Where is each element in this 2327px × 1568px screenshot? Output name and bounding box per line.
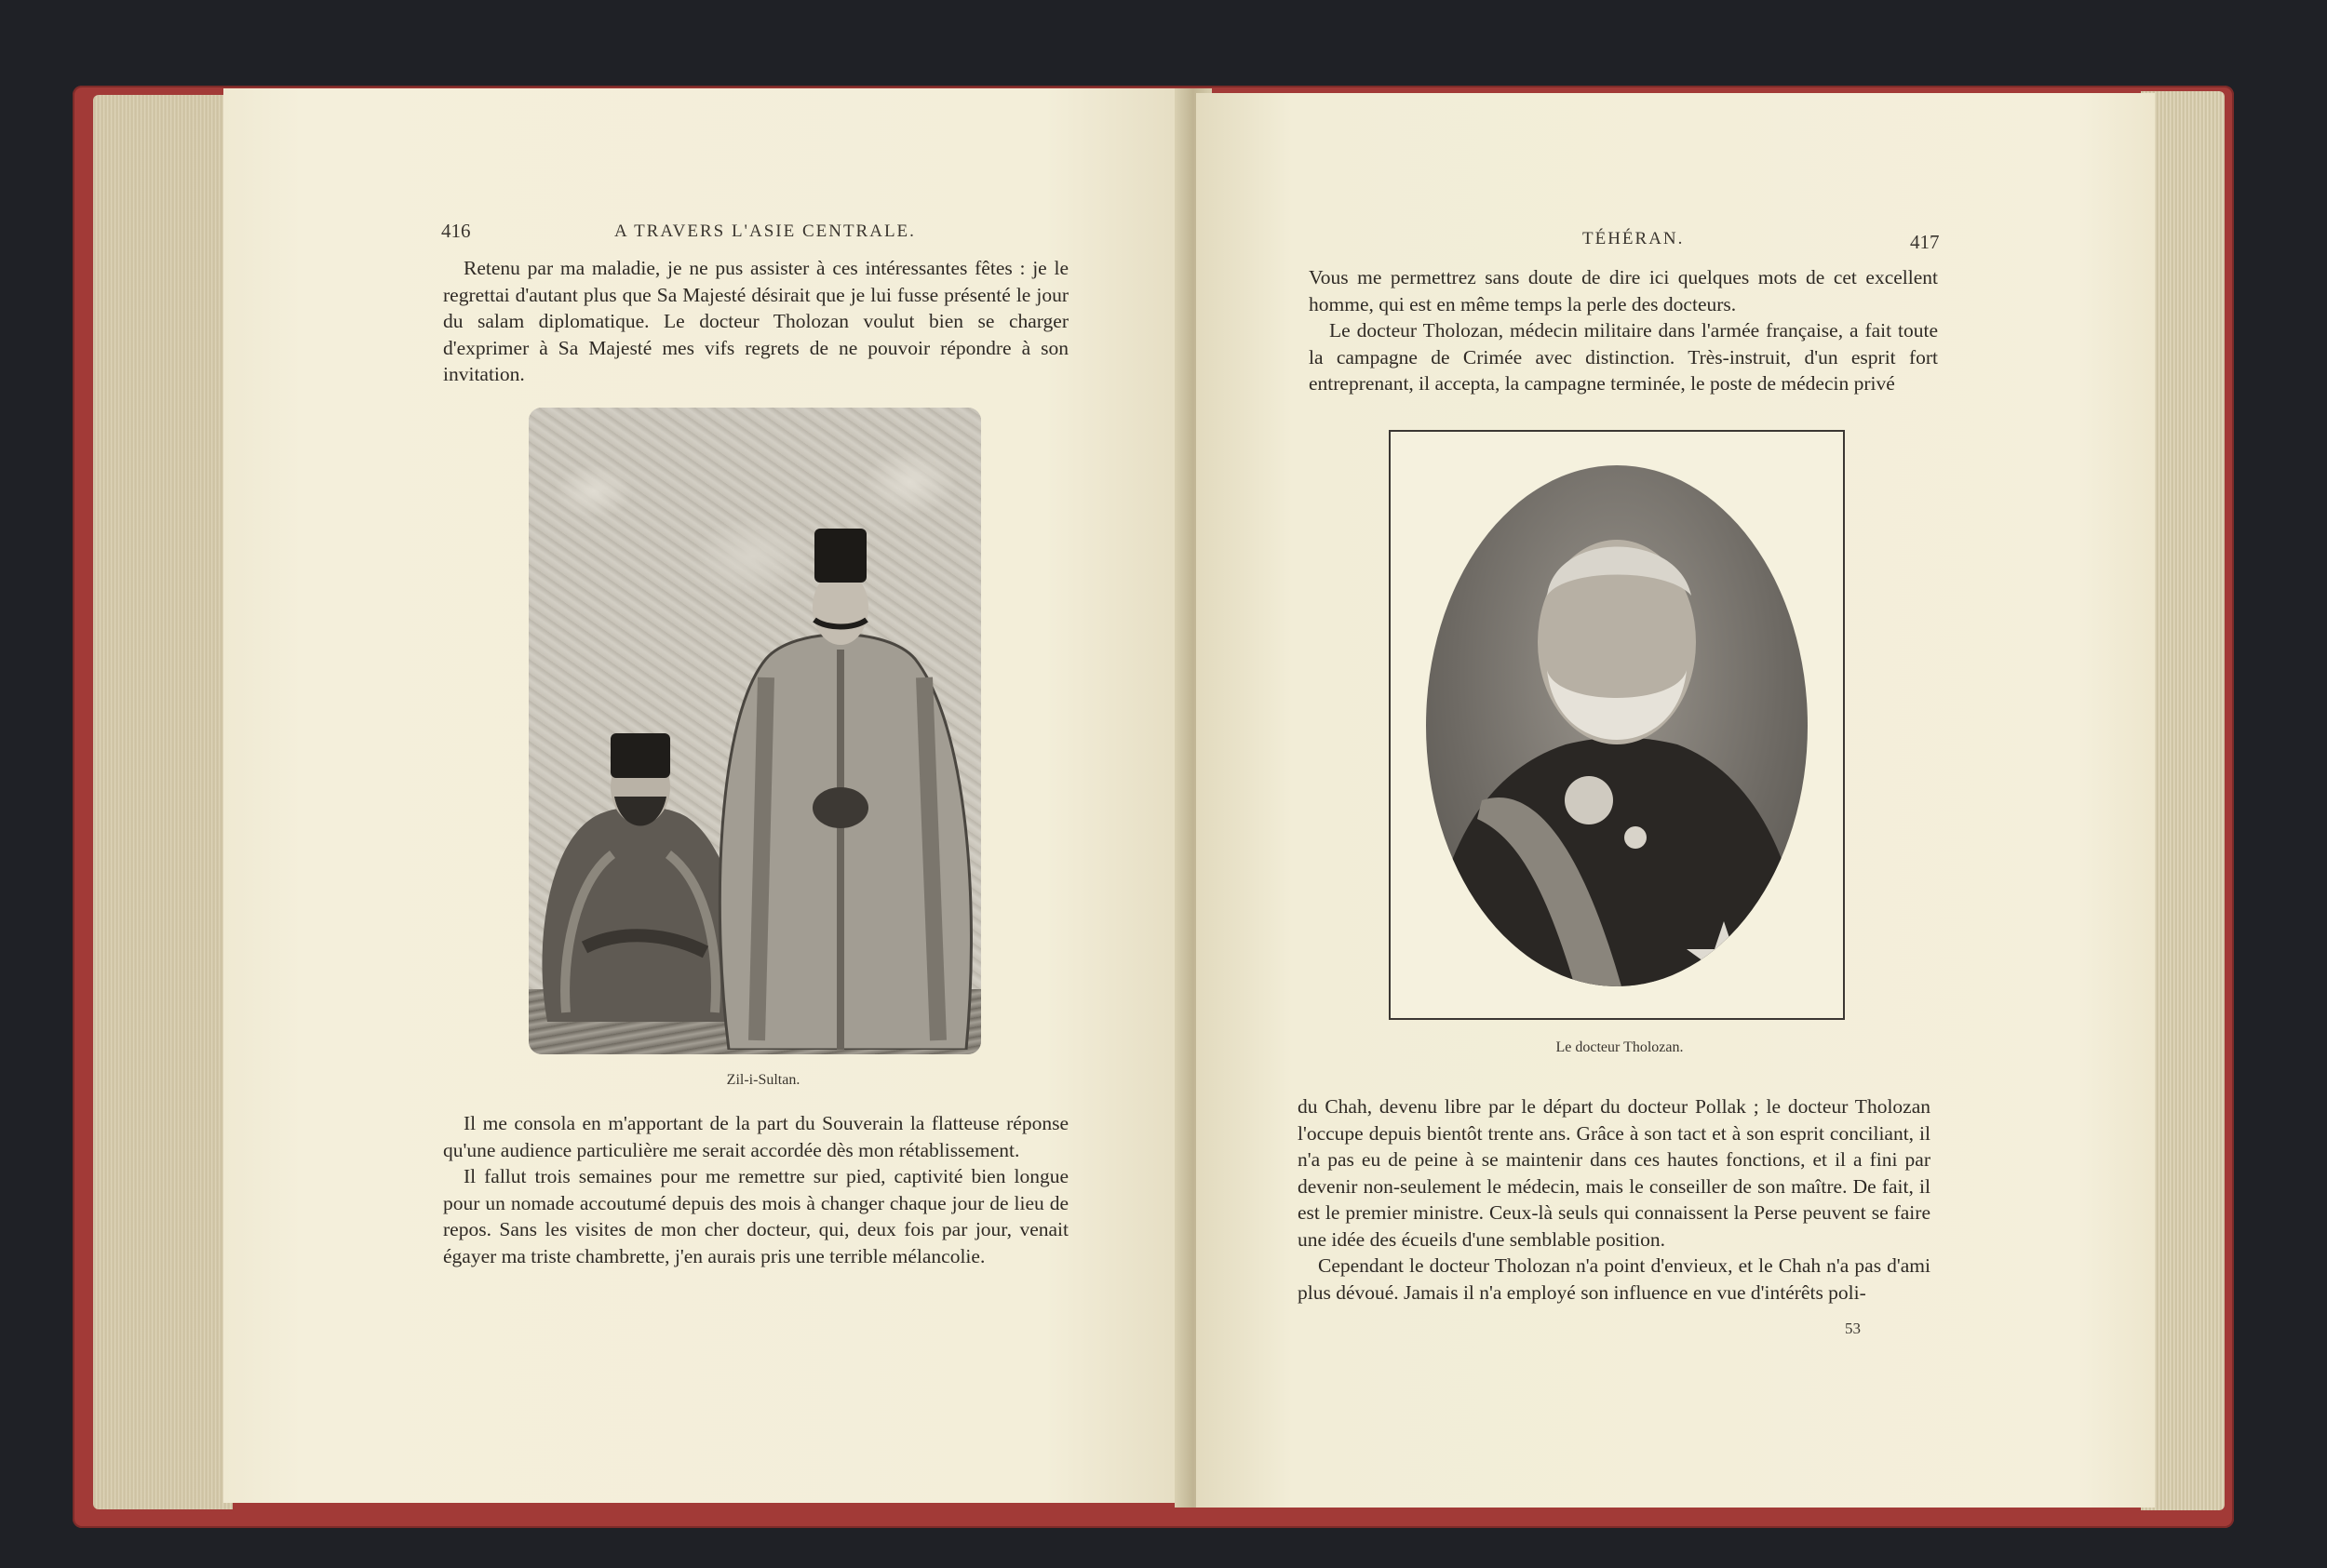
right-paragraph-4: Cependant le docteur Tholozan n'a point d'envieux, et le Chah n'a pas d'ami plus dévoué. Jamais il n'a employé son influence en vue d'intérêts poli- — [1298, 1254, 1930, 1304]
left-page-number: 416 — [441, 220, 471, 242]
left-caption: Zil-i-Sultan. — [726, 1072, 800, 1088]
portrait-figure — [1426, 465, 1808, 986]
left-paragraph-1: Retenu par ma maladie, je ne pus assister à ces intéressantes fêtes : je le regrettai d'autant plus que Sa Majesté désirait que je lui fusse présenté le jour du salam diplomatique. Le docteur Tholozan voulut bien se charger d'exprimer à Sa Majesté mes vifs regrets de ne pouvoir répondre à son invitation. — [443, 257, 1069, 385]
right-paragraph-2: Le docteur Tholozan, médecin militaire dans l'armée française, a fait toute la campagne de Crimée avec distinction. Très-instruit, d'un esprit fort entreprenant, il accepta, la campagne terminée, le poste de médecin privé — [1309, 319, 1938, 395]
left-paragraph-2: Il me consola en m'apportant de la part du Souverain la flatteuse réponse qu'une audience particulière me serait accordée dès mon rétablissement. — [443, 1112, 1069, 1161]
right-running-head: TÉHÉRAN. — [1582, 229, 1685, 248]
right-text-bottom — [1298, 1093, 1930, 1306]
left-text-bottom — [443, 1110, 1069, 1269]
right-paragraph-1: Vous me permettrez sans doute de dire ici quelques mots de cet excellent homme, qui est en même temps la perle des docteurs. — [1309, 266, 1938, 315]
left-text-top — [443, 255, 1069, 388]
tholozan-portrait — [1426, 465, 1808, 986]
standing-figure — [701, 510, 980, 1050]
signature-mark: 53 — [1845, 1320, 1861, 1337]
right-page-number: 417 — [1910, 231, 1940, 253]
right-paragraph-3: du Chah, devenu libre par le départ du docteur Pollak ; le docteur Tholozan l'occupe depuis bientôt trente ans. Grâce à son tact et à son esprit conciliant, il n'a pas eu de peine à se maintenir dans ces hautes fonctions, et il a fini par devenir non-seulement le médecin, mais le conseiller de son maître. De fait, il est le premier ministre. Ceux-là seuls qui connaissent la Perse peuvent se faire une idée des écueils d'une semblable position. — [1298, 1095, 1930, 1251]
left-running-head: A TRAVERS L'ASIE CENTRALE. — [614, 221, 916, 241]
zil-i-sultan-engraving — [529, 408, 981, 1054]
right-text-top — [1309, 264, 1938, 397]
right-caption: Le docteur Tholozan. — [1555, 1039, 1684, 1055]
tholozan-portrait-frame — [1389, 430, 1845, 1020]
left-page-edges — [93, 95, 233, 1509]
left-paragraph-3: Il fallut trois semaines pour me remettre sur pied, captivité bien longue pour un nomade accoutumé depuis des mois à changer chaque jour de lieu de repos. Sans les visites de mon cher docteur, qui, deux fois par jour, venait égayer ma triste chambrette, j'en aurais pris une terrible mélancolie. — [443, 1165, 1069, 1267]
